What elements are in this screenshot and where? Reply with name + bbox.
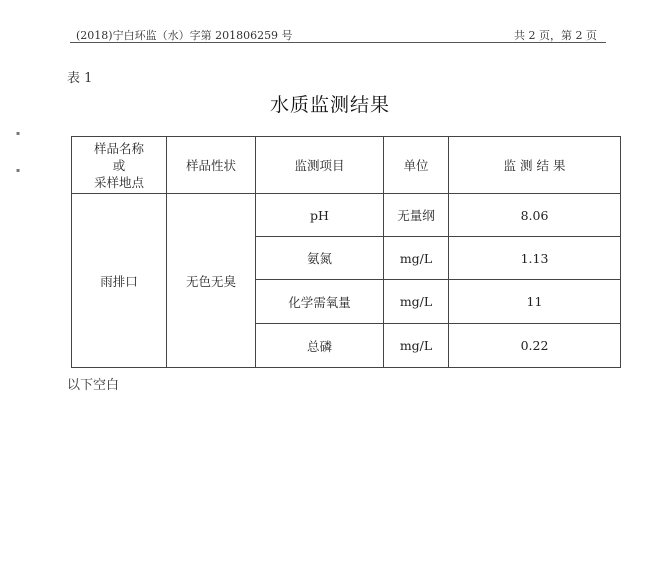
cell-item: 氨氮 — [256, 237, 384, 280]
cell-result: 8.06 — [449, 194, 621, 237]
blank-below-note: 以下空白 — [67, 378, 120, 393]
cell-unit: 无量纲 — [384, 194, 449, 237]
table-caption: 表 1 — [67, 71, 93, 86]
header-unit: 单位 — [384, 137, 449, 194]
cell-result: 1.13 — [449, 237, 621, 280]
header-sample-name — [72, 137, 167, 194]
header-sample-line2: 或 — [112, 157, 126, 173]
cell-unit: mg/L — [384, 237, 449, 280]
page-title: 水质监测结果 — [269, 94, 390, 116]
cell-sample-nature: 无色无臭 — [167, 194, 256, 368]
cell-result: 11 — [449, 280, 621, 324]
table-header-row — [72, 137, 621, 194]
table-row — [72, 194, 621, 237]
cell-sample-name: 雨排口 — [72, 194, 167, 368]
header-monitoring-item: 监测项目 — [256, 137, 384, 194]
cell-item: pH — [256, 194, 384, 237]
header-divider — [70, 42, 606, 43]
results-table — [71, 136, 621, 368]
header-sample-line1: 样品名称 — [93, 140, 144, 156]
scan-mark-dot: ▪ — [16, 167, 21, 174]
header-sample-nature: 样品性状 — [167, 137, 256, 194]
page-info: 共 2 页，第 2 页 — [514, 29, 597, 42]
cell-result: 0.22 — [449, 324, 621, 368]
cell-unit: mg/L — [384, 324, 449, 368]
scan-mark-dot: ▪ — [16, 130, 21, 137]
report-number: (2018)宁白环监（水）字第 201806259 号 — [76, 29, 293, 42]
header-sample-line3: 采样地点 — [93, 174, 144, 190]
cell-item: 总磷 — [256, 324, 384, 368]
cell-unit: mg/L — [384, 280, 449, 324]
header-result: 监 测 结 果 — [449, 137, 621, 194]
cell-item: 化学需氧量 — [256, 280, 384, 324]
